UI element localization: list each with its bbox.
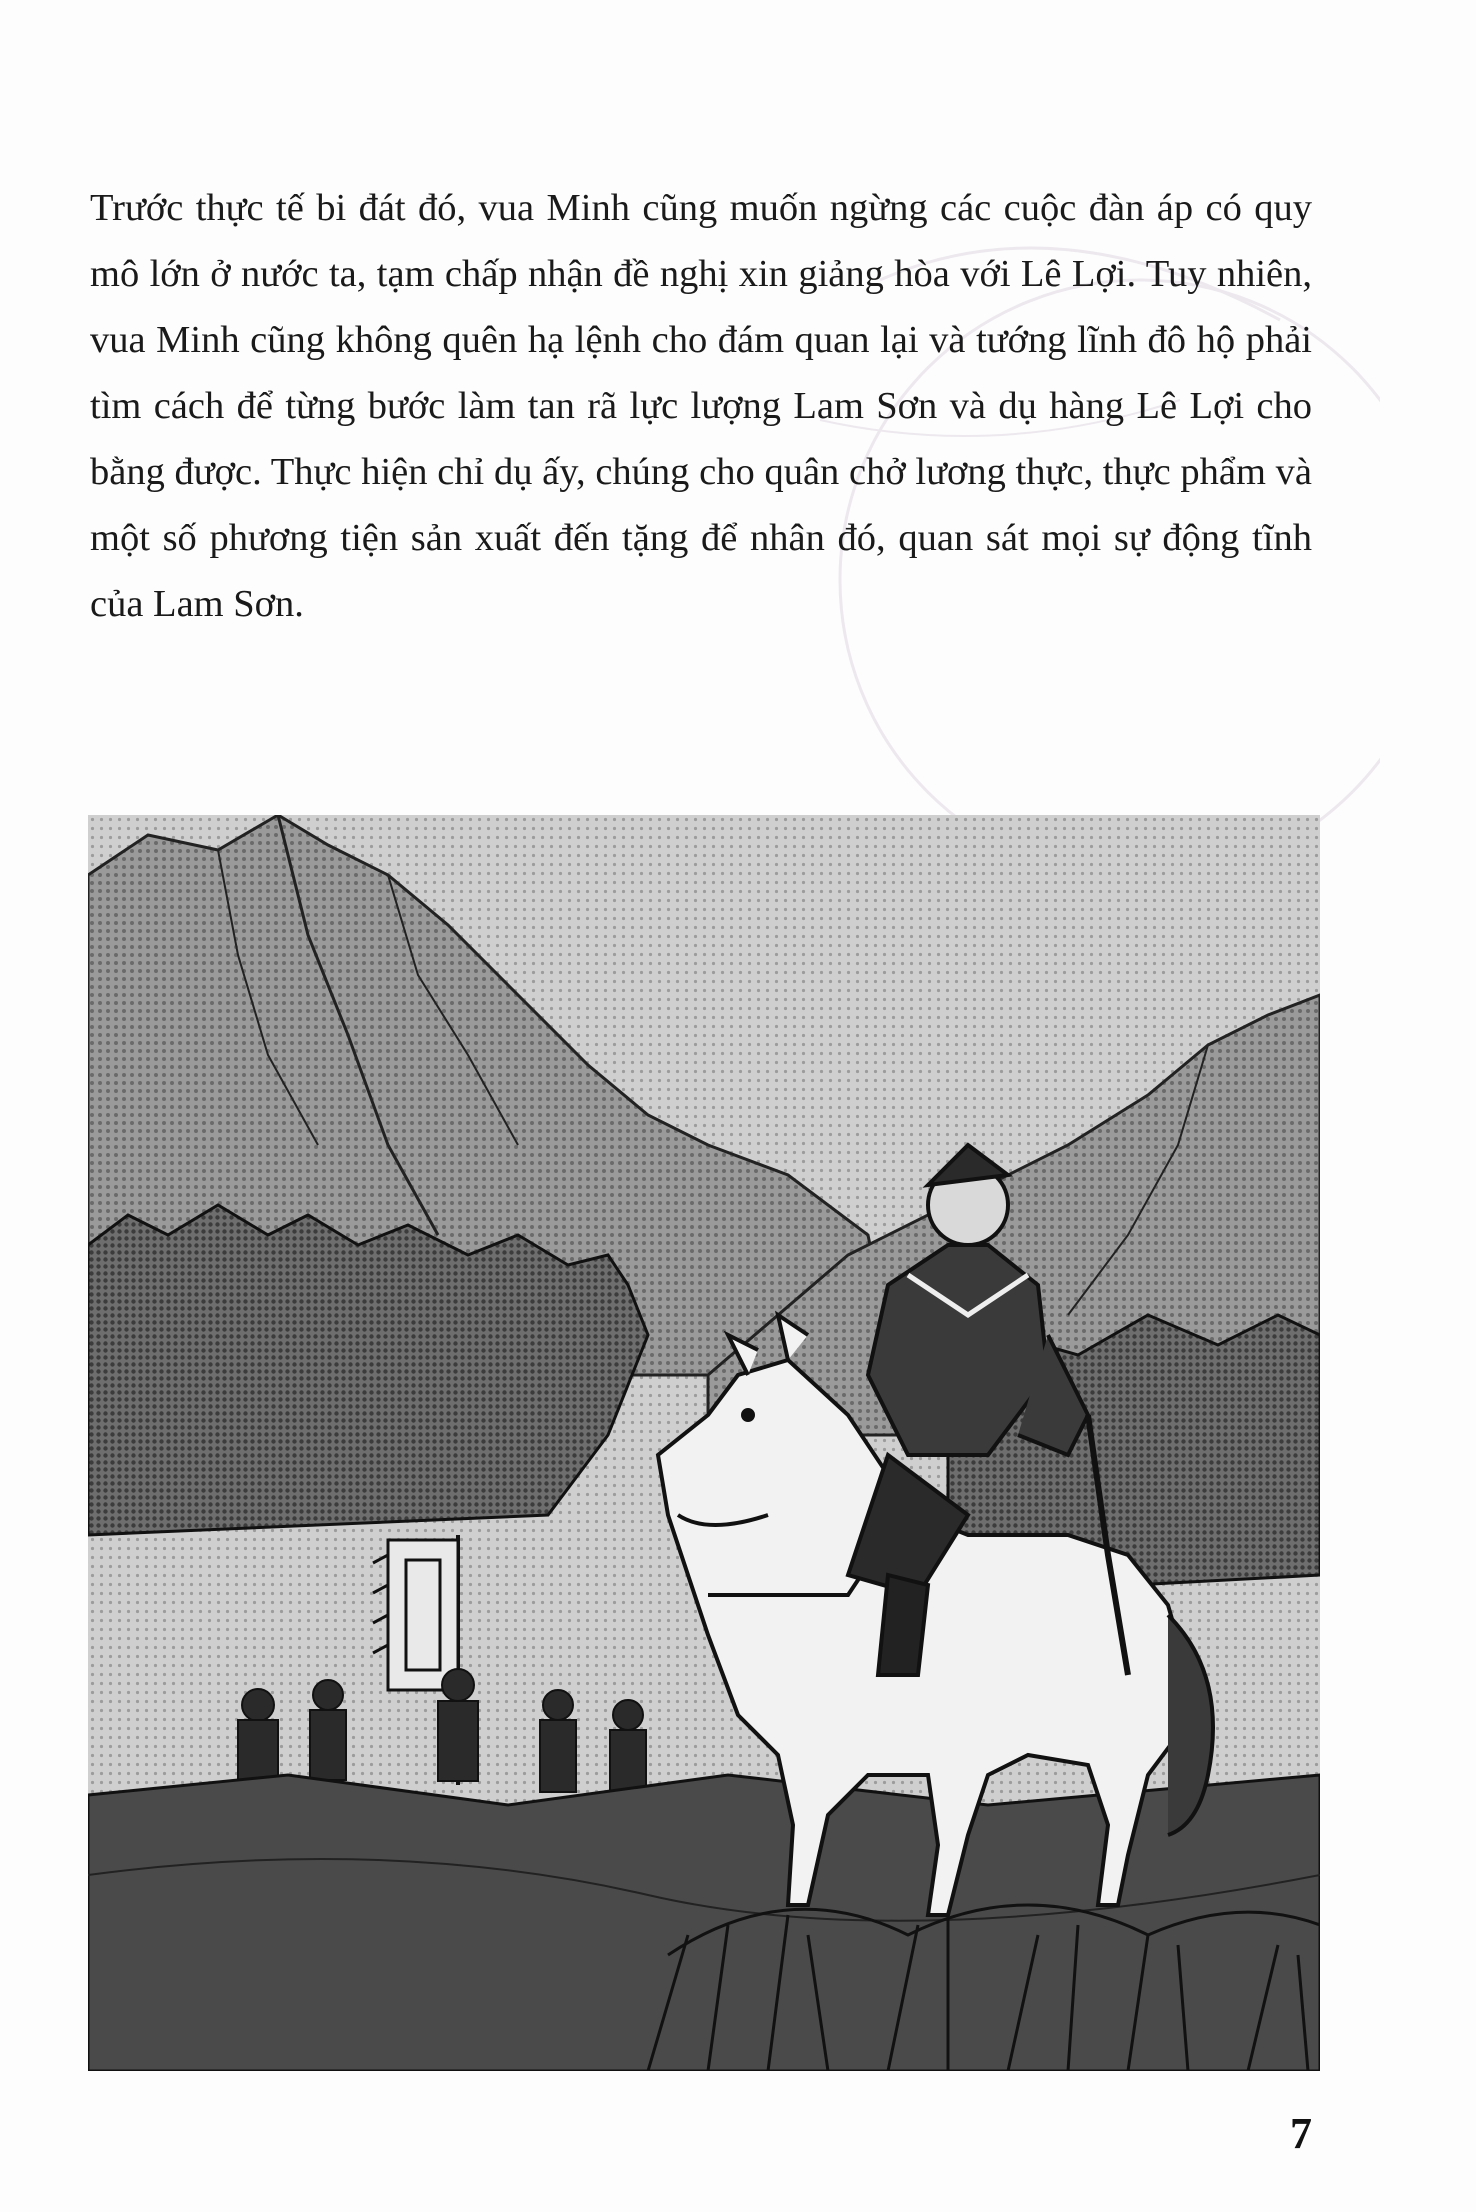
body-paragraph: Trước thực tế bi đát đó, vua Minh cũng muốn ngừng các cuộc đàn áp có quy mô lớn ở nước ta, tạm chấp nhận đề nghị xin giảng hòa với Lê Lợi. Tuy nhiên, vua Minh cũng không quên hạ lệnh cho đám quan lại và tướng lĩnh đô hộ phải tìm cách để từng bước làm tan rã lực lượng Lam Sơn và dụ hàng Lê Lợi cho bằng được. Thực hiện chỉ dụ ấy, chúng cho quân chở lương thực, thực phẩm và một số phương tiện sản xuất đến tặng để nhân đó, quan sát mọi sự động tĩnh của Lam Sơn. — [90, 187, 1312, 625]
warrior-on-horseback-illustration — [88, 815, 1320, 2071]
page-number: 7 — [1290, 2109, 1312, 2158]
story-illustration — [88, 815, 1320, 2071]
